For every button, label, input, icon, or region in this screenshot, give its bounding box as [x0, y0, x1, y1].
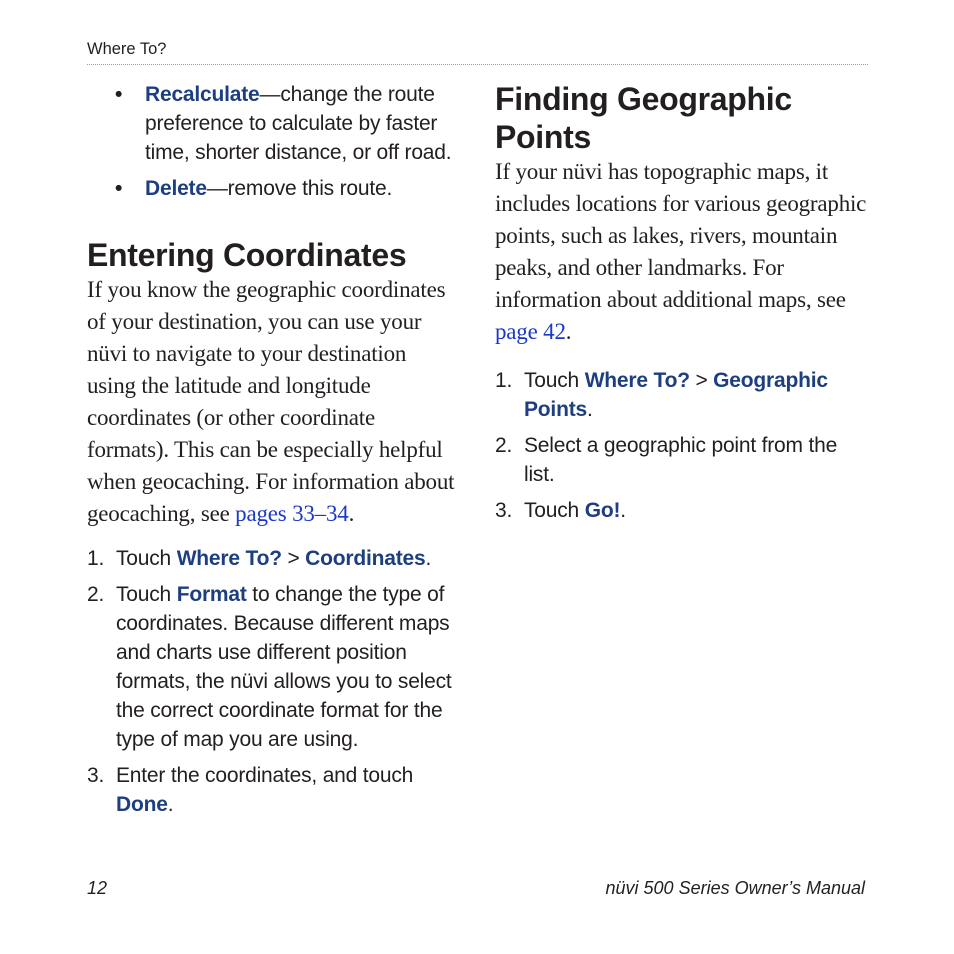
finding-geographic-points-steps	[495, 366, 867, 525]
step-item	[87, 544, 459, 573]
left-column	[87, 80, 459, 826]
step-end: .	[586, 398, 593, 421]
step-number: 2.	[87, 583, 105, 606]
step-number: 3.	[495, 499, 513, 522]
page-number: 12	[87, 878, 108, 898]
manual-title: nüvi 500 Series Owner’s Manual	[605, 878, 865, 898]
finding-geographic-points-intro	[495, 156, 867, 348]
list-item	[87, 174, 459, 203]
step-text: Touch	[524, 499, 585, 522]
where-to-term: Where To?	[584, 369, 690, 392]
pages-33-34-link[interactable]: pages 33–34	[235, 501, 349, 526]
header-rule	[87, 64, 868, 65]
step-end: .	[425, 547, 432, 570]
running-head: Where To?	[87, 40, 167, 58]
step-number: 1.	[495, 369, 513, 392]
delete-term: Delete	[145, 177, 207, 200]
step-number: 1.	[87, 547, 105, 570]
go-term: Go!	[584, 499, 621, 522]
recalculate-description: —change the route preference to calculate by faster time, shorter distance, or off road.	[145, 83, 452, 164]
bullet-icon: •	[115, 83, 123, 106]
step-separator: >	[281, 547, 306, 570]
finding-geographic-points-heading: Finding Geographic Points	[495, 81, 792, 155]
step-item	[87, 761, 459, 819]
step-end: .	[620, 499, 626, 522]
entering-coordinates-intro	[87, 274, 459, 530]
entering-coordinates-heading: Entering Coordinates	[87, 237, 407, 273]
bullet-icon: •	[115, 177, 123, 200]
where-to-term: Where To?	[176, 547, 282, 570]
step-end: .	[167, 793, 174, 816]
step-number: 3.	[87, 764, 105, 787]
page-42-link[interactable]: page 42	[495, 319, 566, 344]
step-separator: >	[689, 369, 714, 392]
step-text: Touch	[116, 583, 177, 606]
geographic-points-term: Geographic Points	[524, 369, 828, 421]
step-text: Select a geographic point from the list.	[524, 434, 838, 486]
intro-end: .	[348, 501, 355, 526]
recalculate-term: Recalculate	[145, 83, 260, 106]
intro-text: If you know the geographic coordinates of your destination, you can use your nüvi to navigate to your destination using the latitude and longitude coordinates (or other coordinate formats). This can be especially helpful when geocaching. For information about geocaching, see	[87, 277, 455, 526]
intro-text: If your nüvi has topographic maps, it includes locations for various geographic points, such as lakes, rivers, mountain peaks, and other landmarks. For information about additional maps, see	[495, 159, 867, 312]
step-text: Touch	[116, 547, 177, 570]
entering-coordinates-steps	[87, 544, 459, 819]
step-item	[495, 366, 867, 424]
delete-description: —remove this route.	[206, 177, 393, 200]
list-item	[87, 80, 459, 167]
step-item	[87, 580, 459, 754]
step-end: to change the type of coordinates. Because different maps and charts use different position formats, the nüvi allows you to select the correct coordinate format for the type of map you are using.	[116, 583, 452, 751]
route-options-list	[87, 80, 459, 203]
coordinates-term: Coordinates	[305, 547, 426, 570]
step-item	[495, 431, 867, 489]
step-item	[495, 496, 867, 525]
right-column	[495, 80, 867, 532]
step-number: 2.	[495, 434, 513, 457]
format-term: Format	[176, 583, 247, 606]
intro-end: .	[565, 319, 572, 344]
step-text: Touch	[524, 369, 585, 392]
step-text: Enter the coordinates, and touch	[116, 764, 414, 787]
done-term: Done	[116, 793, 168, 816]
